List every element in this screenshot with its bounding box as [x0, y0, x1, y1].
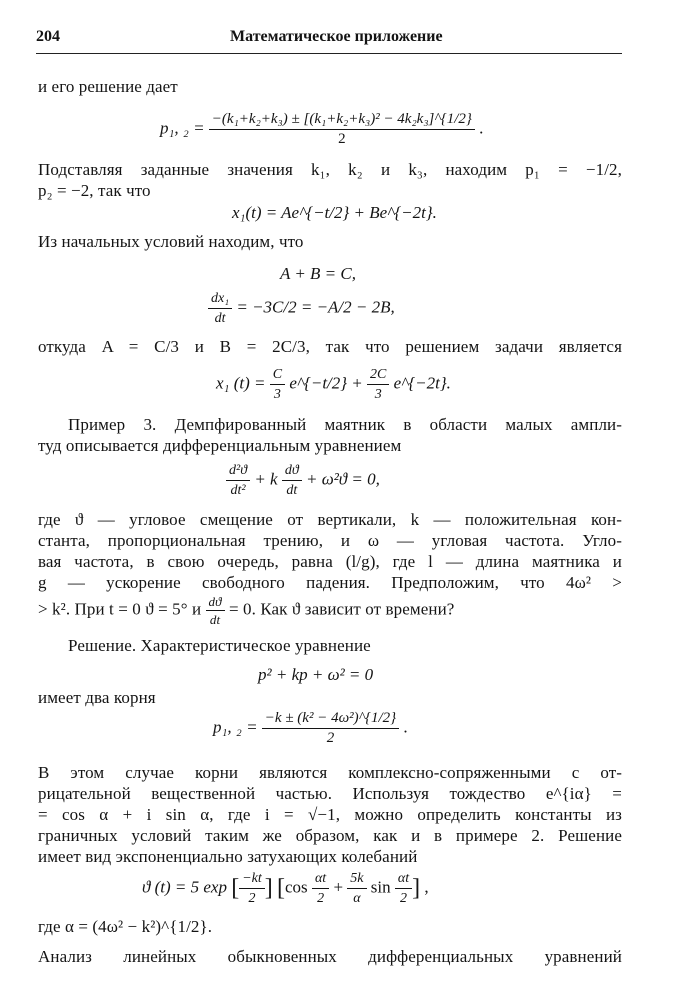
- text-line: В этом случае корни являются комплексно-сопряженными с от-: [38, 763, 622, 782]
- fraction: [209, 111, 475, 148]
- text-line: граничных условий таким же образом, как и в примере 2. Решение: [38, 826, 622, 845]
- equation-roots-p12: p₁, ₂ = $\frac{\text{−(k₁+k₂+k₃) ± [(k₁+k₂+k₃)² − 4k₂k₃]\textasciicircum{}\{1/2\}}}{2}$ .: [160, 111, 484, 147]
- equation-derivative: [208, 290, 395, 327]
- fraction-numerator: C: [270, 366, 285, 385]
- fraction-denominator: 2: [317, 891, 325, 906]
- fraction-numerator: αt: [395, 870, 412, 889]
- fraction-denominator: 2: [326, 730, 335, 746]
- text-segment: > k². При t = 0 ϑ = 5° и: [38, 599, 202, 619]
- fraction-numerator: dϑ: [206, 594, 225, 611]
- text-line: p₂ = −2, так что: [38, 181, 151, 200]
- fraction-numerator: αt: [312, 870, 329, 889]
- text-line: туд описывается дифференциальным уравнением: [38, 436, 402, 455]
- text-line: имеет два корня: [38, 688, 156, 707]
- fraction: [208, 290, 232, 327]
- fraction-numerator: 2C: [367, 366, 389, 385]
- running-header: Математическое приложение: [230, 28, 443, 45]
- text-line: где α = (4ω² − k²)^{1/2}.: [38, 917, 213, 936]
- fraction-numerator: dx₁: [208, 290, 232, 309]
- equation-x1: x₁(t) = Ae^{−t/2} + Be^{−2t}.: [232, 203, 437, 222]
- equation-term: + ω²ϑ = 0,: [305, 469, 380, 489]
- equation-term: sin: [370, 877, 391, 897]
- equation-term: e^{−2t}.: [393, 373, 451, 393]
- fraction-denominator: dt²: [230, 483, 246, 498]
- text-line: Подставляя заданные значения k₁, k₂ и k₃, находим p₁ = −1/2,: [38, 160, 622, 179]
- fraction: [282, 462, 302, 499]
- text-line: Анализ линейных обыкновенных дифференциальных уравнений: [38, 947, 622, 966]
- fraction-numerator: d²ϑ: [226, 462, 250, 481]
- fraction-numerator: −(k₁+k₂+k₃) ± [(k₁+k₂+k₃)² − 4k₂k₃]^{1/2}: [209, 111, 475, 130]
- fraction-numerator: dϑ: [282, 462, 302, 481]
- fraction: [270, 366, 285, 403]
- fraction-denominator: 3: [374, 387, 382, 402]
- fraction: [206, 594, 225, 627]
- fraction-denominator: 2: [399, 891, 407, 906]
- text-line: вая частота, в свою очередь, равна (l/g), где l — длина маятника и: [38, 552, 622, 571]
- equation-term: +: [333, 877, 344, 897]
- text-line: где ϑ — угловое смещение от вертикали, k — положительная кон-: [38, 510, 622, 529]
- equation-term: cos: [285, 877, 308, 897]
- text-line: и его решение дает: [38, 77, 178, 96]
- equation-roots-complex: p₁, ₂ = $\frac{\text{−k ± (k² − 4ω²)\textasciicircum{}\{1/2\}}}{2}$ .: [213, 710, 408, 746]
- header-rule: [36, 53, 622, 54]
- equation-lhs: x₁ (t) =: [216, 373, 266, 393]
- fraction-denominator: dt: [286, 483, 298, 498]
- equation-lhs: ϑ (t) = 5 exp: [142, 877, 227, 897]
- equation-term: e^{−t/2} +: [289, 373, 363, 393]
- equation-lhs: p₁, ₂ =: [213, 717, 258, 737]
- fraction-denominator: 2: [248, 891, 256, 906]
- equation-damped-solution: ϑ (t) = 5 exp [ $\frac{-kt}{2}$ ] [cos $\frac{\alpha t}{2}$ + $\frac{5k}{\alpha}$ sin $\frac{\alpha t}{2}$ ] ,: [142, 871, 429, 906]
- page-number: 204: [36, 28, 60, 45]
- fraction-denominator: dt: [209, 612, 221, 627]
- text-line: станта, пропорциональная трению, и ω — угловая частота. Угло-: [38, 531, 622, 550]
- text-segment: = 0. Как ϑ зависит от времени?: [228, 599, 455, 619]
- equation-rhs: = −3C/2 = −A/2 − 2B,: [236, 297, 395, 317]
- fraction: [347, 870, 366, 907]
- fraction-numerator: −kt: [239, 870, 265, 889]
- text-line-example: Пример 3. Демпфированный маятник в области малых ампли-: [68, 415, 622, 434]
- fraction: [239, 870, 265, 907]
- equation-characteristic: p² + kp + ω² = 0: [258, 665, 374, 684]
- fraction-denominator: dt: [214, 311, 226, 326]
- text-line: имеет вид экспоненциально затухающих колебаний: [38, 847, 418, 866]
- fraction-numerator: 5k: [347, 870, 366, 889]
- fraction: [262, 710, 399, 747]
- text-line: = cos α + i sin α, где i = √−1, можно определить константы из: [38, 805, 622, 824]
- text-line: Из начальных условий находим, что: [38, 232, 304, 251]
- fraction-denominator: 2: [338, 131, 346, 147]
- fraction-numerator: −k ± (k² − 4ω²)^{1/2}: [262, 710, 399, 729]
- equation-initial-condition: A + B = C,: [280, 264, 356, 283]
- fraction: [395, 870, 412, 907]
- equation-lhs: p₁, ₂ =: [160, 118, 205, 138]
- fraction: [226, 462, 250, 499]
- equation-solution-x1: [216, 366, 451, 403]
- fraction: [367, 366, 389, 403]
- fraction-denominator: 3: [273, 387, 281, 402]
- equation-term: + k: [254, 469, 278, 489]
- text-line: g — ускорение свободного падения. Предположим, что 4ω² >: [38, 573, 622, 592]
- equation-pendulum: [226, 462, 380, 499]
- text-line: откуда A = C/3 и B = 2C/3, так что решением задачи является: [38, 337, 622, 356]
- text-line-with-fraction: [38, 594, 622, 627]
- text-line-solution: Решение. Характеристическое уравнение: [68, 636, 371, 655]
- fraction-denominator: α: [353, 891, 361, 906]
- fraction: [312, 870, 329, 907]
- text-line: рицательной вещественной частью. Используя тождество e^{iα} =: [38, 784, 622, 803]
